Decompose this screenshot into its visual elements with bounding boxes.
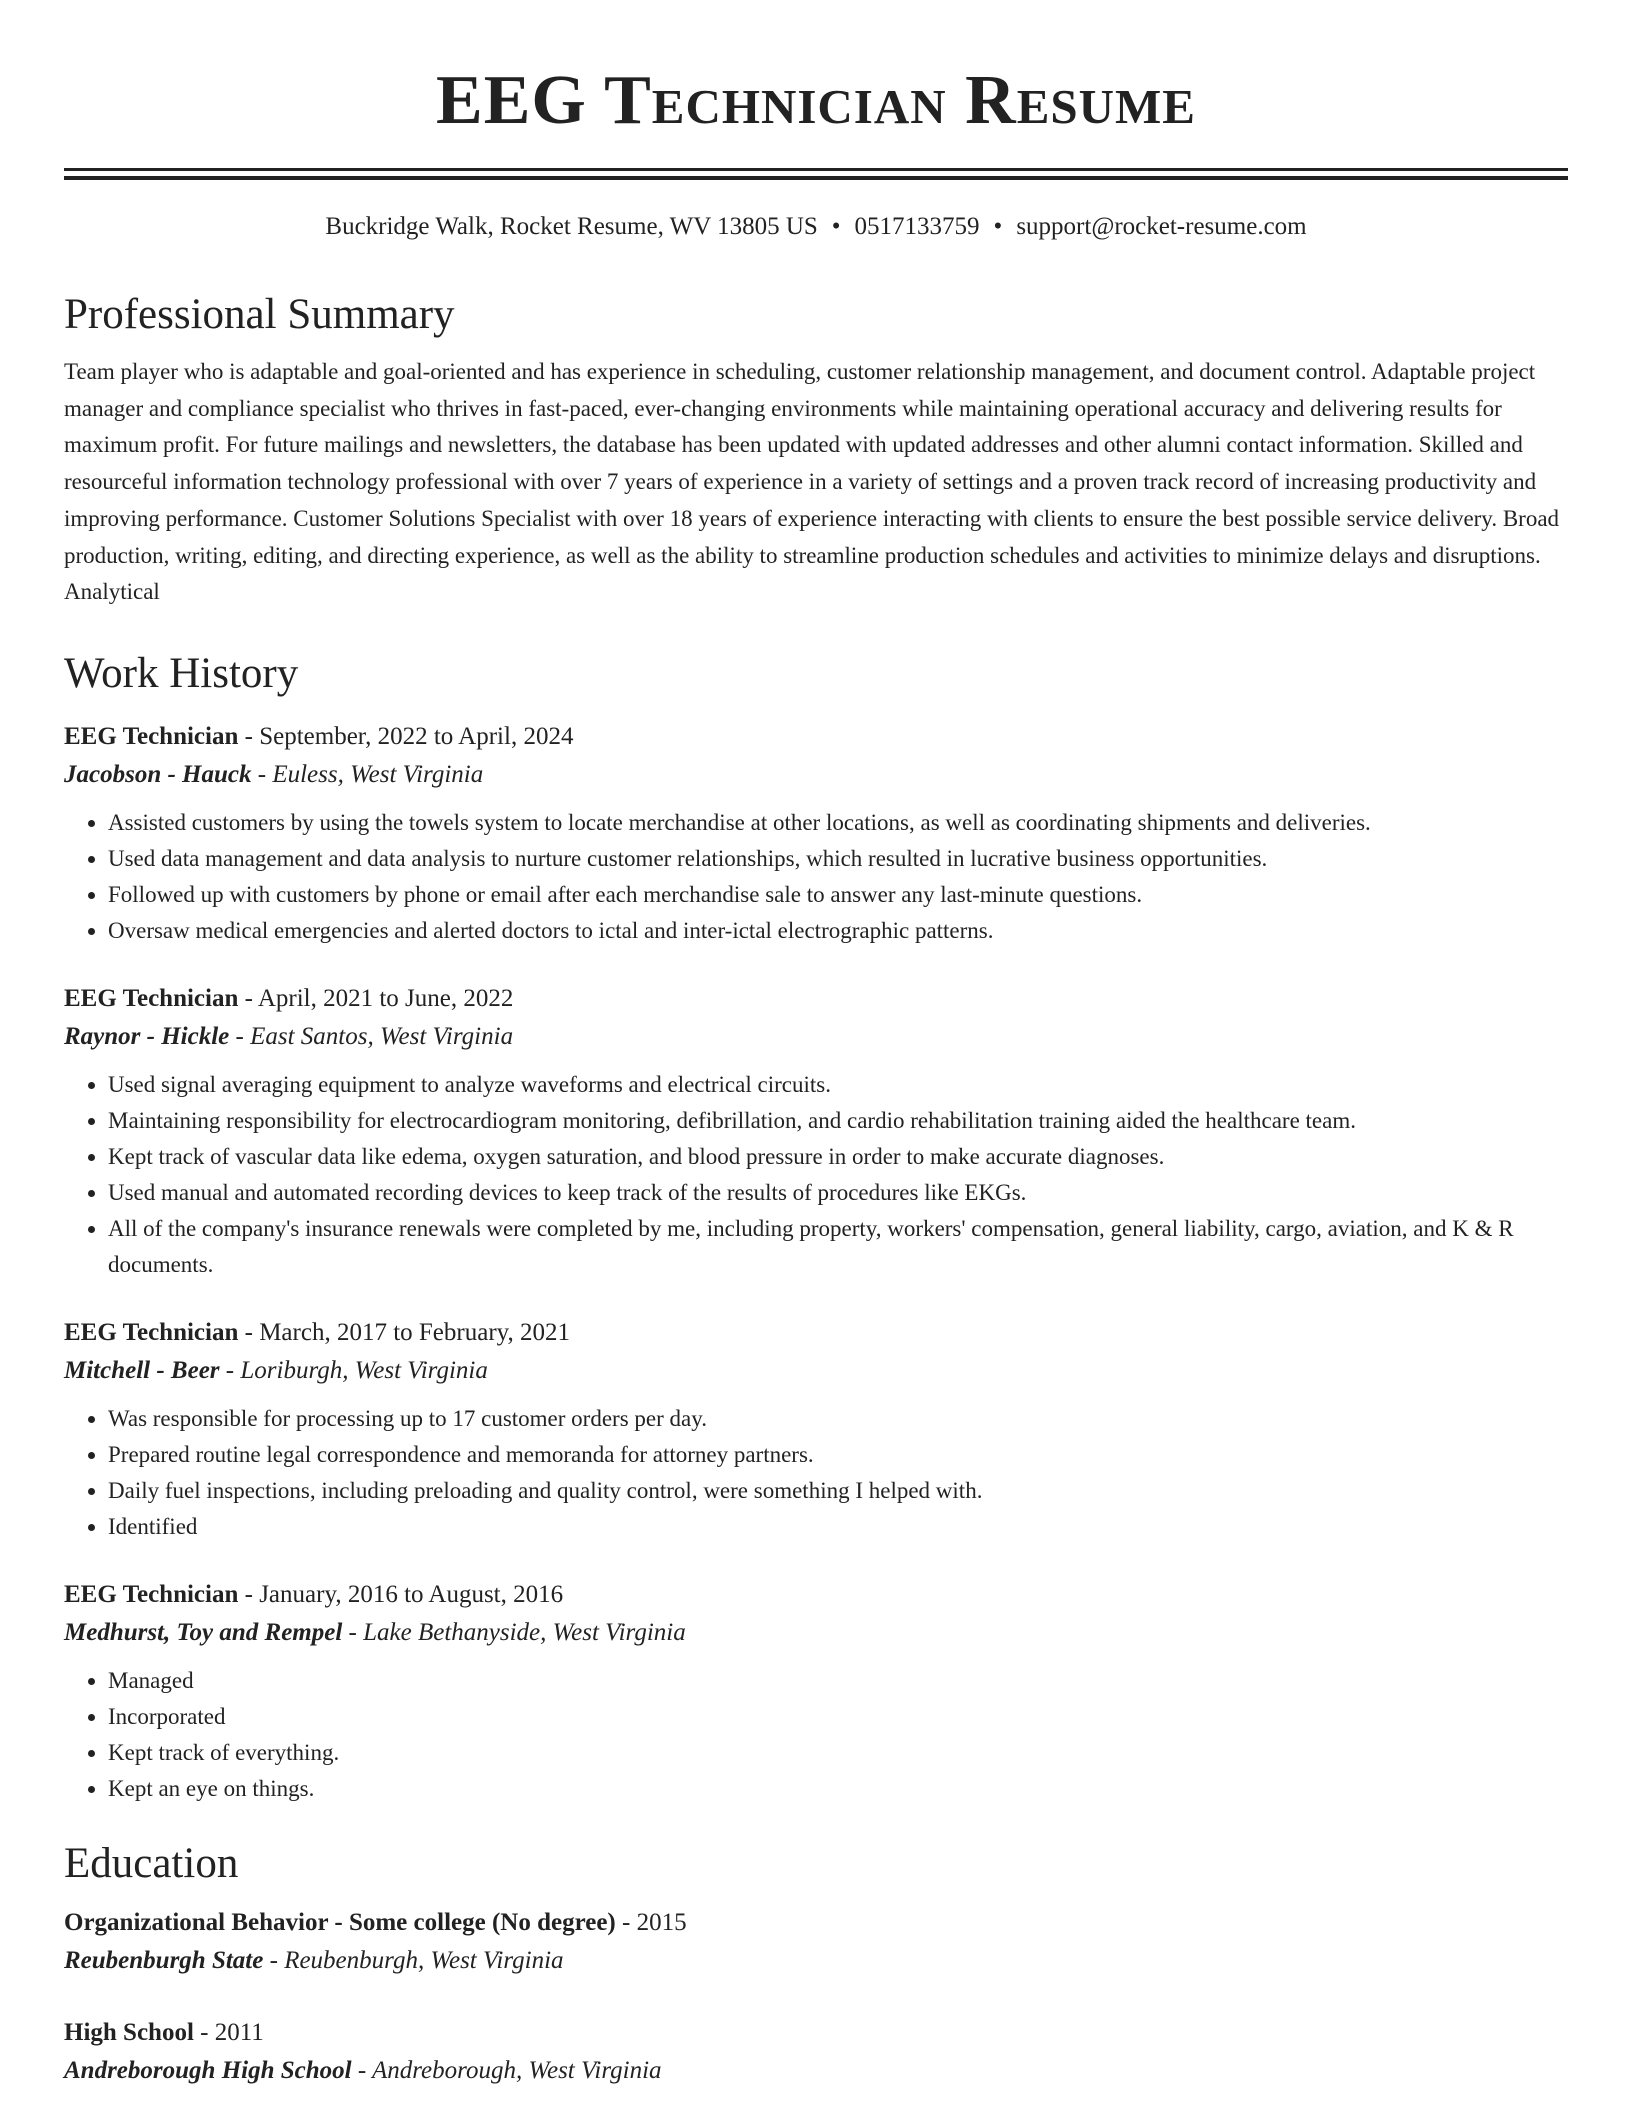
job-bullet: • Used manual and automated recording devices to keep track of the results of procedures like EKGs. <box>108 1175 1568 1211</box>
job-bullet: • Kept track of vascular data like edema, oxygen saturation, and blood pressure in order to make accurate diagnoses. <box>108 1139 1568 1175</box>
company-separator: - <box>229 1022 251 1050</box>
job-dates: April, 2021 to June, 2022 <box>257 984 514 1012</box>
degree-name: Organizational Behavior - Some college (No degree) <box>64 1908 616 1936</box>
job-title-line <box>64 1577 1568 1613</box>
job-bullet: • Managed <box>108 1663 1568 1699</box>
job-separator: - <box>238 1580 260 1608</box>
title-divider-top <box>64 168 1568 171</box>
job-bullet: • Prepared routine legal correspondence and memoranda for attorney partners. <box>108 1437 1568 1473</box>
company-location: East Santos, West Virginia <box>250 1022 514 1050</box>
company-line <box>64 1613 1568 1653</box>
job-entry <box>64 719 1568 949</box>
company-name: Mitchell - Beer <box>64 1356 220 1384</box>
job-bullet: • Daily fuel inspections, including preloading and quality control, were something I helped with. <box>108 1473 1568 1509</box>
degree-separator: - <box>193 2018 215 2046</box>
degree-name: High School <box>64 2018 194 2046</box>
company-line <box>64 755 1568 795</box>
job-title: EEG Technician <box>64 984 239 1012</box>
company-line <box>64 1351 1568 1391</box>
contact-address: Buckridge Walk, Rocket Resume, WV 13805 US <box>325 213 818 240</box>
contact-separator: • <box>993 213 1003 240</box>
job-title-line <box>64 981 1568 1017</box>
company-name: Medhurst, Toy and Rempel <box>64 1618 343 1646</box>
education-entry <box>64 2015 1568 2091</box>
education-heading: Education <box>64 1839 239 1887</box>
school-separator: - <box>351 2056 372 2084</box>
school-location: Reubenburgh, West Virginia <box>284 1946 564 1974</box>
job-entry <box>64 1315 1568 1545</box>
company-name: Raynor - Hickle <box>64 1022 230 1050</box>
job-bullet: • Assisted customers by using the towels system to locate merchandise at other locations, as well as coordinating shipments and deliveries. <box>108 805 1568 841</box>
job-title: EEG Technician <box>64 1318 239 1346</box>
job-dates: March, 2017 to February, 2021 <box>259 1318 571 1346</box>
job-entry <box>64 1577 1568 1807</box>
job-title: EEG Technician <box>64 722 239 750</box>
degree-line <box>64 2015 1568 2051</box>
job-title-line <box>64 1315 1568 1351</box>
company-separator: - <box>342 1618 364 1646</box>
school-location: Andreborough, West Virginia <box>371 2056 662 2084</box>
job-bullet: • Identified <box>108 1509 1568 1545</box>
contact-phone: 0517133759 <box>854 213 980 240</box>
company-separator: - <box>219 1356 241 1384</box>
summary-text: Team player who is adaptable and goal-oriented and has experience in scheduling, customer relationship management, and document control. Adaptable project manager and compliance specialist who thrives in fast-paced, ever-changing environments while maintaining operational accuracy and delivering results for maximum profit. For future mailings and newsletters, the database has been updated with updated addresses and other alumni contact information. Skilled and resourceful information technology professional with over 7 years of experience in a variety of settings and a proven track record of increasing productivity and improving performance. Customer Solutions Specialist with over 18 years of experience interacting with clients to ensure the best possible service delivery. Broad production, writing, editing, and directing experience, as well as the ability to streamline production schedules and activities to minimize delays and disruptions. Analytical <box>64 359 1560 605</box>
job-bullet: • All of the company's insurance renewals were completed by me, including property, workers' compensation, general liability, cargo, aviation, and K & R documents. <box>108 1211 1568 1283</box>
job-separator: - <box>238 722 260 750</box>
job-bullet: • Oversaw medical emergencies and alerted doctors to ictal and inter-ictal electrographic patterns. <box>108 913 1568 949</box>
job-bullets <box>64 805 1568 949</box>
job-title-line <box>64 719 1568 755</box>
contact-separator: • <box>831 213 841 240</box>
job-bullet: • Kept an eye on things. <box>108 1771 1568 1807</box>
degree-separator: - <box>615 1908 637 1936</box>
job-bullets <box>64 1067 1568 1283</box>
job-bullets <box>64 1663 1568 1807</box>
company-location: Lake Bethanyside, West Virginia <box>363 1618 686 1646</box>
work-history-heading: Work History <box>64 649 299 697</box>
school-separator: - <box>263 1946 285 1974</box>
job-bullet: • Was responsible for processing up to 17 customer orders per day. <box>108 1401 1568 1437</box>
job-bullet: • Kept track of everything. <box>108 1735 1568 1771</box>
school-line <box>64 1941 1568 1981</box>
education-entry <box>64 1905 1568 1981</box>
job-dates: January, 2016 to August, 2016 <box>259 1580 564 1608</box>
job-bullets <box>64 1401 1568 1545</box>
degree-year: 2015 <box>636 1908 687 1936</box>
job-bullet: • Used data management and data analysis to nurture customer relationships, which resulted in lucrative business opportunities. <box>108 841 1568 877</box>
school-line <box>64 2051 1568 2091</box>
job-bullet: • Followed up with customers by phone or email after each merchandise sale to answer any last-minute questions. <box>108 877 1568 913</box>
title-divider-bottom <box>64 176 1568 180</box>
degree-year: 2011 <box>214 2018 264 2046</box>
school-name: Andreborough High School <box>64 2056 352 2084</box>
job-title: EEG Technician <box>64 1580 239 1608</box>
degree-line <box>64 1905 1568 1941</box>
company-separator: - <box>251 760 273 788</box>
job-dates: September, 2022 to April, 2024 <box>259 722 574 750</box>
summary-heading: Professional Summary <box>64 291 455 338</box>
contact-line <box>64 210 1568 244</box>
company-name: Jacobson - Hauck <box>64 760 252 788</box>
job-separator: - <box>238 984 258 1012</box>
job-bullet: • Used signal averaging equipment to analyze waveforms and electrical circuits. <box>108 1067 1568 1103</box>
job-separator: - <box>238 1318 260 1346</box>
contact-email: support@rocket-resume.com <box>1016 213 1307 240</box>
resume-title: EEG Technician Resume <box>436 62 1196 139</box>
school-name: Reubenburgh State <box>64 1946 264 1974</box>
company-location: Loriburgh, West Virginia <box>240 1356 488 1384</box>
company-location: Euless, West Virginia <box>272 760 484 788</box>
company-line <box>64 1017 1568 1057</box>
job-bullet: • Incorporated <box>108 1699 1568 1735</box>
job-entry <box>64 981 1568 1283</box>
job-bullet: • Maintaining responsibility for electrocardiogram monitoring, defibrillation, and cardio rehabilitation training aided the healthcare team. <box>108 1103 1568 1139</box>
